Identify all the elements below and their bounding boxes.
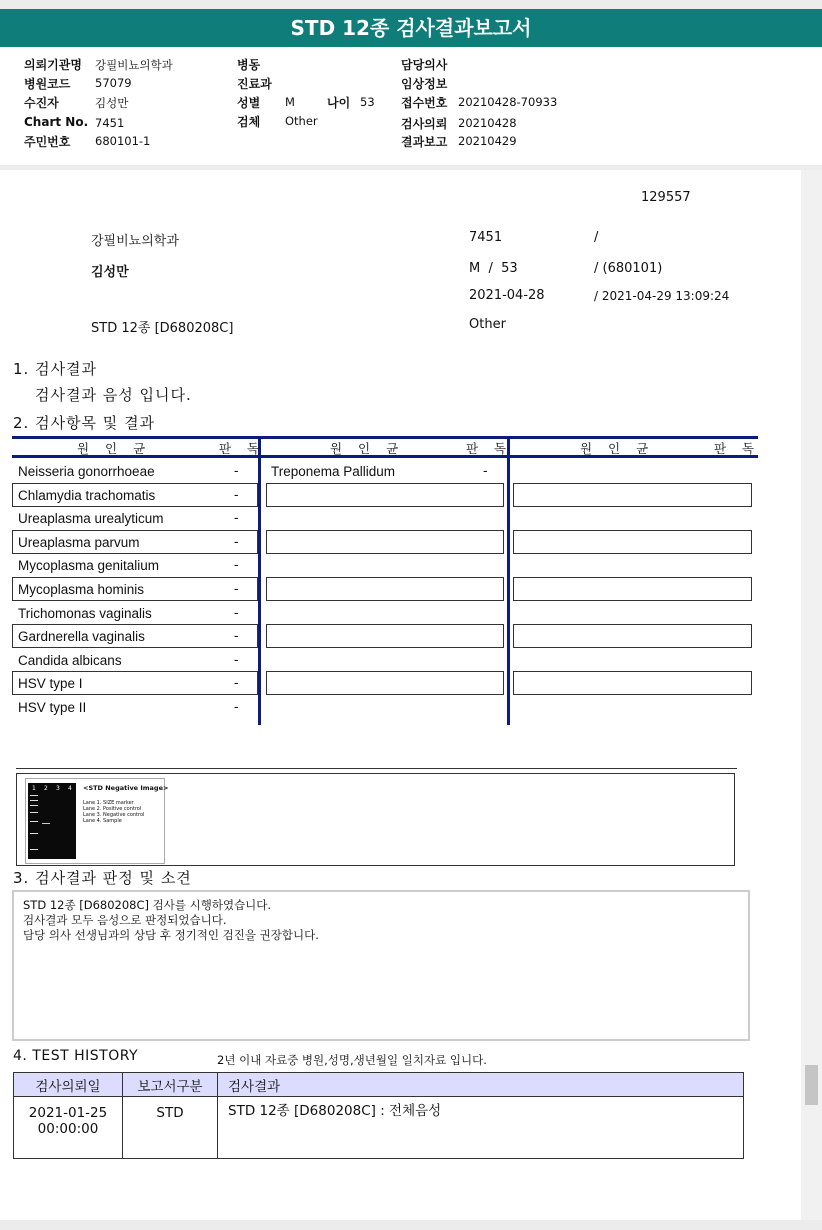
- department-label: 진료과: [237, 77, 272, 91]
- row-box: [266, 671, 504, 695]
- pathogen-result: -: [234, 510, 239, 525]
- patient-value: 김성만: [95, 96, 129, 110]
- row-box: [266, 624, 504, 648]
- section4-title: 4. TEST HISTORY: [13, 1048, 139, 1064]
- receipt-no-value: 20210428-70933: [458, 95, 558, 109]
- opinion-line: 검사결과 모두 음성으로 판정되었습니다.: [23, 913, 227, 927]
- sex-label: 성별: [237, 96, 261, 110]
- gel-legend-item: Lane 3. Negative control: [83, 812, 145, 818]
- report-birth: / (680101): [594, 261, 663, 276]
- history-time: 00:00:00: [37, 1121, 99, 1137]
- row-box: [266, 577, 504, 601]
- patient-label: 수진자: [24, 96, 59, 110]
- sex-value: M: [285, 95, 295, 109]
- col2-pathogen-header: 원 인 균: [330, 441, 405, 456]
- pathogen-name: HSV type II: [18, 700, 87, 715]
- pathogen-result: -: [234, 675, 239, 690]
- history-table: [13, 1072, 744, 1159]
- opinion-line: 담당 의사 선생님과의 상담 후 정기적인 검진을 권장합니다.: [23, 928, 319, 942]
- history-type: STD: [123, 1097, 218, 1159]
- scrollbar-thumb[interactable]: [805, 1065, 818, 1105]
- marker-band: [30, 795, 38, 796]
- pathogen-result: -: [234, 628, 239, 643]
- marker-band: [30, 833, 38, 834]
- section2-title: 2. 검사항목 및 결과: [13, 414, 156, 432]
- section4-note: 2년 이내 자료중 병원,성명,생년월일 일치자료 입니다.: [217, 1053, 487, 1067]
- request-date-value: 20210428: [458, 116, 517, 130]
- header-info: [0, 47, 822, 165]
- pathogen-result: -: [483, 463, 488, 478]
- gel-electrophoresis-image: [25, 778, 169, 864]
- report-test-name: STD 12종 [D680208C]: [91, 321, 234, 336]
- gel-legend-item: Lane 2. Positive control: [83, 806, 142, 812]
- col3-result-header: 판 독: [714, 441, 761, 456]
- table-row: [14, 1097, 744, 1159]
- row-box: [513, 483, 752, 507]
- specimen-label: 검체: [237, 115, 261, 129]
- row-box: [513, 671, 752, 695]
- report-chart-no: 7451: [469, 230, 503, 245]
- section3-title: 3. 검사결과 판정 및 소견: [13, 869, 192, 887]
- row-box: [513, 577, 752, 601]
- history-header-row: [14, 1073, 744, 1097]
- pathogen-result: -: [234, 557, 239, 572]
- vertical-scrollbar[interactable]: [801, 170, 822, 1220]
- opinion-box: [12, 890, 750, 1041]
- lane-label: 2: [44, 785, 48, 792]
- positive-band: [42, 823, 50, 824]
- pathogen-result: -: [234, 699, 239, 714]
- hospital-code-value: 57079: [95, 76, 132, 90]
- section1-title: 1. 검사결과: [13, 360, 98, 378]
- pathogen-name: Ureaplasma parvum: [18, 535, 140, 550]
- lane-label: 1: [32, 785, 36, 792]
- marker-band: [30, 821, 38, 822]
- col1-pathogen-header: 원 인 균: [77, 441, 152, 456]
- gel-legend-item: Lane 1. SIZE marker: [83, 800, 134, 806]
- ward-label: 병동: [237, 58, 261, 72]
- opinion-line: STD 12종 [D680208C] 검사를 시행하였습니다.: [23, 898, 272, 912]
- pathogen-name: Candida albicans: [18, 653, 122, 668]
- pathogen-name: Mycoplasma genitalium: [18, 558, 160, 573]
- report-specimen: Other: [469, 317, 506, 332]
- hospital-code-label: 병원코드: [24, 77, 71, 91]
- hospital-name-label: 의뢰기관명: [24, 58, 82, 72]
- request-date-label: 검사의뢰: [401, 117, 448, 131]
- report-slash: /: [594, 230, 599, 245]
- history-col-type: 보고서구분: [123, 1073, 218, 1097]
- row-box: [513, 624, 752, 648]
- report-date-value: 20210429: [458, 134, 517, 148]
- marker-band: [30, 812, 38, 813]
- grid-divider-1: [258, 436, 261, 725]
- report-request-date: 2021-04-28: [469, 288, 545, 303]
- pathogen-name: Ureaplasma urealyticum: [18, 511, 164, 526]
- specimen-value: Other: [285, 114, 318, 128]
- marker-band: [30, 805, 38, 806]
- section1-text: 검사결과 음성 입니다.: [35, 386, 192, 404]
- image-top-line: [16, 768, 737, 769]
- history-col-result: 검사결과: [218, 1073, 744, 1097]
- report-date-label: 결과보고: [401, 135, 448, 149]
- history-result: STD 12종 [D680208C] : 전체음성: [218, 1097, 744, 1159]
- gel-heading: <STD Negative Image>: [83, 784, 169, 792]
- row-box: [513, 530, 752, 554]
- pathogen-result: -: [234, 605, 239, 620]
- receipt-no-label: 접수번호: [401, 96, 448, 110]
- report-report-time: / 2021-04-29 13:09:24: [594, 289, 730, 303]
- resident-no-label: 주민번호: [24, 135, 71, 149]
- row-box: [266, 483, 504, 507]
- pathogen-name: HSV type I: [18, 676, 83, 691]
- report-patient: 김성만: [91, 265, 129, 280]
- resident-no-value: 680101-1: [95, 134, 151, 148]
- report-title: STD 12종 검사결과보고서: [290, 16, 532, 40]
- report-id: 129557: [641, 190, 691, 205]
- col2-result-header: 판 독: [466, 441, 513, 456]
- marker-band: [30, 800, 38, 801]
- pathogen-result: -: [234, 652, 239, 667]
- pathogen-name: Trichomonas vaginalis: [18, 606, 152, 621]
- gel-panel: [28, 783, 76, 859]
- col3-pathogen-header: 원 인 균: [580, 441, 655, 456]
- chart-no-label: Chart No.: [24, 115, 89, 129]
- pathogen-result: -: [234, 534, 239, 549]
- lane-label: 3: [56, 785, 60, 792]
- report-title-bar: [0, 9, 822, 47]
- pathogen-result: -: [234, 463, 239, 478]
- pathogen-name: Chlamydia trachomatis: [18, 488, 156, 503]
- report-hospital: 강필비뇨의학과: [91, 234, 179, 249]
- report-page: [0, 170, 801, 1220]
- age-value: 53: [360, 95, 375, 109]
- chart-no-value: 7451: [95, 116, 125, 130]
- doctor-label: 담당의사: [401, 58, 448, 72]
- pathogen-name: Treponema Pallidum: [271, 464, 396, 479]
- clinical-info-label: 임상정보: [401, 77, 448, 91]
- history-date: 2021-01-25: [28, 1105, 108, 1121]
- pathogen-name: Neisseria gonorrhoeae: [18, 464, 155, 479]
- gel-legend-item: Lane 4. Sample: [83, 818, 122, 824]
- lane-label: 4: [68, 785, 72, 792]
- history-date-cell: [14, 1097, 123, 1159]
- marker-band: [30, 849, 38, 850]
- pathogen-name: Gardnerella vaginalis: [18, 629, 145, 644]
- report-sex-age: M / 53: [469, 261, 518, 276]
- pathogen-result: -: [234, 581, 239, 596]
- hospital-name-value: 강필비뇨의학과: [95, 58, 173, 72]
- pathogen-name: Mycoplasma hominis: [18, 582, 145, 597]
- age-label: 나이: [327, 96, 351, 110]
- history-col-date: 검사의뢰일: [14, 1073, 123, 1097]
- row-box: [266, 530, 504, 554]
- pathogen-result: -: [234, 487, 239, 502]
- col1-result-header: 판 독: [219, 441, 266, 456]
- grid-divider-2: [507, 436, 510, 725]
